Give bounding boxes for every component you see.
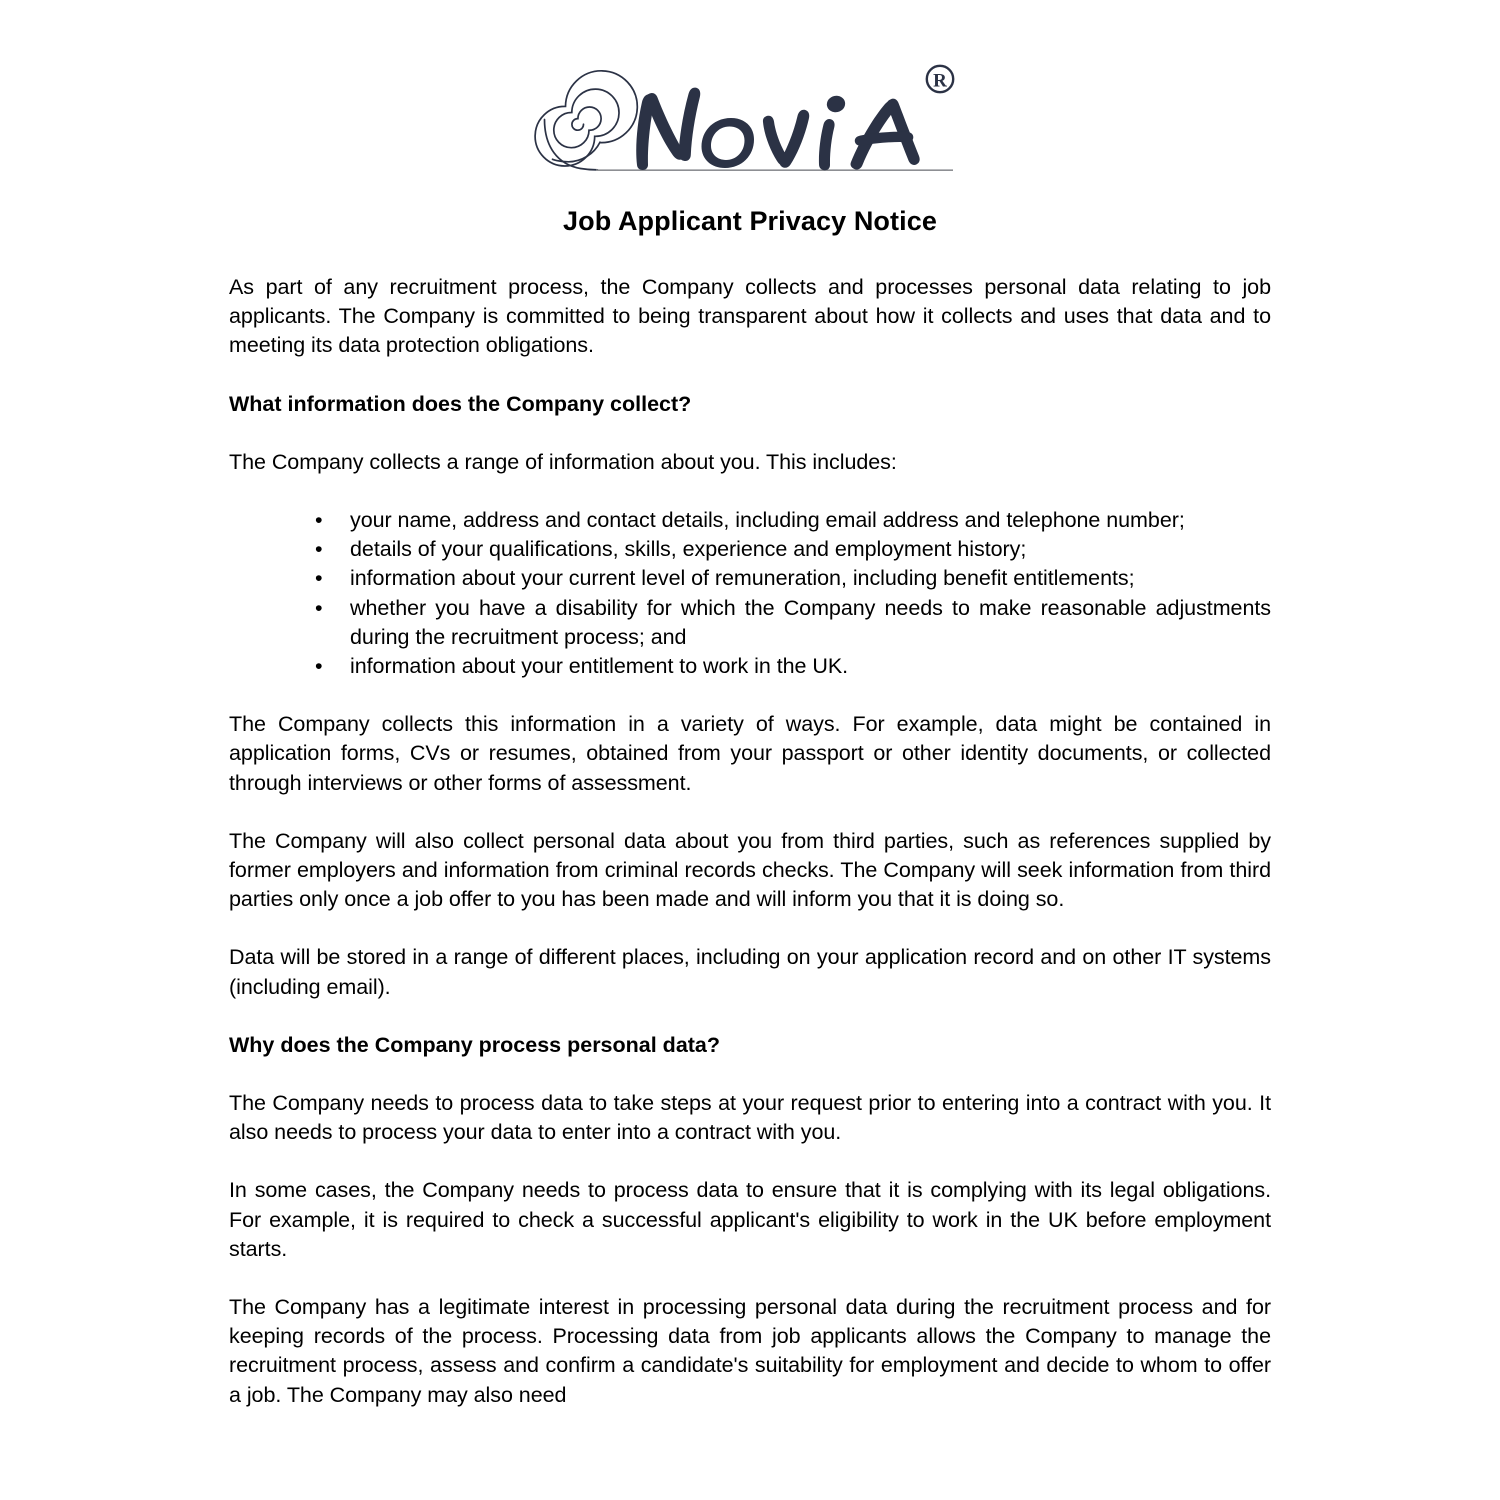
- list-item: [229, 535, 1271, 564]
- list-item: [229, 652, 1271, 681]
- bullet-icon: •: [315, 654, 323, 679]
- novia-logo-icon: [525, 62, 975, 187]
- paragraph-third-parties: The Company will also collect personal data about you from third parties, such as references supplied by former employers and information from criminal records checks. The Company will seek information from third parties only once a job offer to you has been made and will inform you that it is doing so.: [229, 828, 1271, 912]
- list-item-label: information about your current level of remuneration, including benefit entitlements;: [350, 566, 1135, 591]
- page-title: Job Applicant Privacy Notice: [563, 206, 937, 236]
- bullet-icon: •: [315, 537, 323, 562]
- paragraph-collects-range: The Company collects a range of information about you. This includes:: [229, 449, 897, 474]
- list-item-label: information about your entitlement to work in the UK.: [350, 654, 849, 679]
- list-item-label: your name, address and contact details, including email address and telephone number;: [350, 508, 1185, 533]
- paragraph-legal-obligations: In some cases, the Company needs to process data to ensure that it is complying with its legal obligations. For example, it is required to check a successful applicant's eligibility to work in the UK before employment starts.: [229, 1178, 1271, 1261]
- registered-trademark-icon: [927, 66, 953, 92]
- paragraph-variety-of-ways: The Company collects this information in a variety of ways. For example, data might be contained in application forms, CVs or resumes, obtained from your passport or other identity documents, or collected through interviews or other forms of assessment.: [229, 712, 1271, 795]
- paragraph-intro: As part of any recruitment process, the Company collects and processes personal data relating to job applicants. The Company is committed to being transparent about how it collects and uses that data and to meeting its data protection obligations.: [229, 275, 1271, 358]
- section-heading-what-information: What information does the Company collect?: [229, 391, 692, 416]
- svg-text:R: R: [933, 70, 947, 92]
- list-item: [229, 506, 1271, 535]
- list-item: [229, 564, 1271, 593]
- list-item-label: whether you have a disability for which the Company needs to make reasonable adjustments during the recruitment process; and: [350, 595, 1271, 649]
- paragraph-contract-steps: The Company needs to process data to take steps at your request prior to entering into a contract with you. It also needs to process your data to enter into a contract with you.: [229, 1091, 1271, 1145]
- collected-information-list: [229, 506, 1271, 681]
- bullet-icon: •: [315, 566, 323, 591]
- list-item-label: details of your qualifications, skills, experience and employment history;: [350, 537, 1027, 562]
- list-item: [229, 594, 1271, 652]
- section-heading-why-process: Why does the Company process personal data?: [229, 1032, 721, 1057]
- paragraph-data-storage: Data will be stored in a range of different places, including on your application record and on other IT systems (including email).: [229, 945, 1271, 999]
- bullet-icon: •: [315, 595, 323, 620]
- document-content: [229, 0, 1271, 1410]
- company-logo: [229, 0, 1271, 205]
- paragraph-legitimate-interest: The Company has a legitimate interest in processing personal data during the recruitment process and for keeping records of the process. Processing data from job applicants allows the Company to manage the recruitment process, assess and confirm a candidate's suitability for employment and decide to whom to offer a job. The Company may also need: [229, 1295, 1271, 1407]
- bullet-icon: •: [315, 508, 323, 533]
